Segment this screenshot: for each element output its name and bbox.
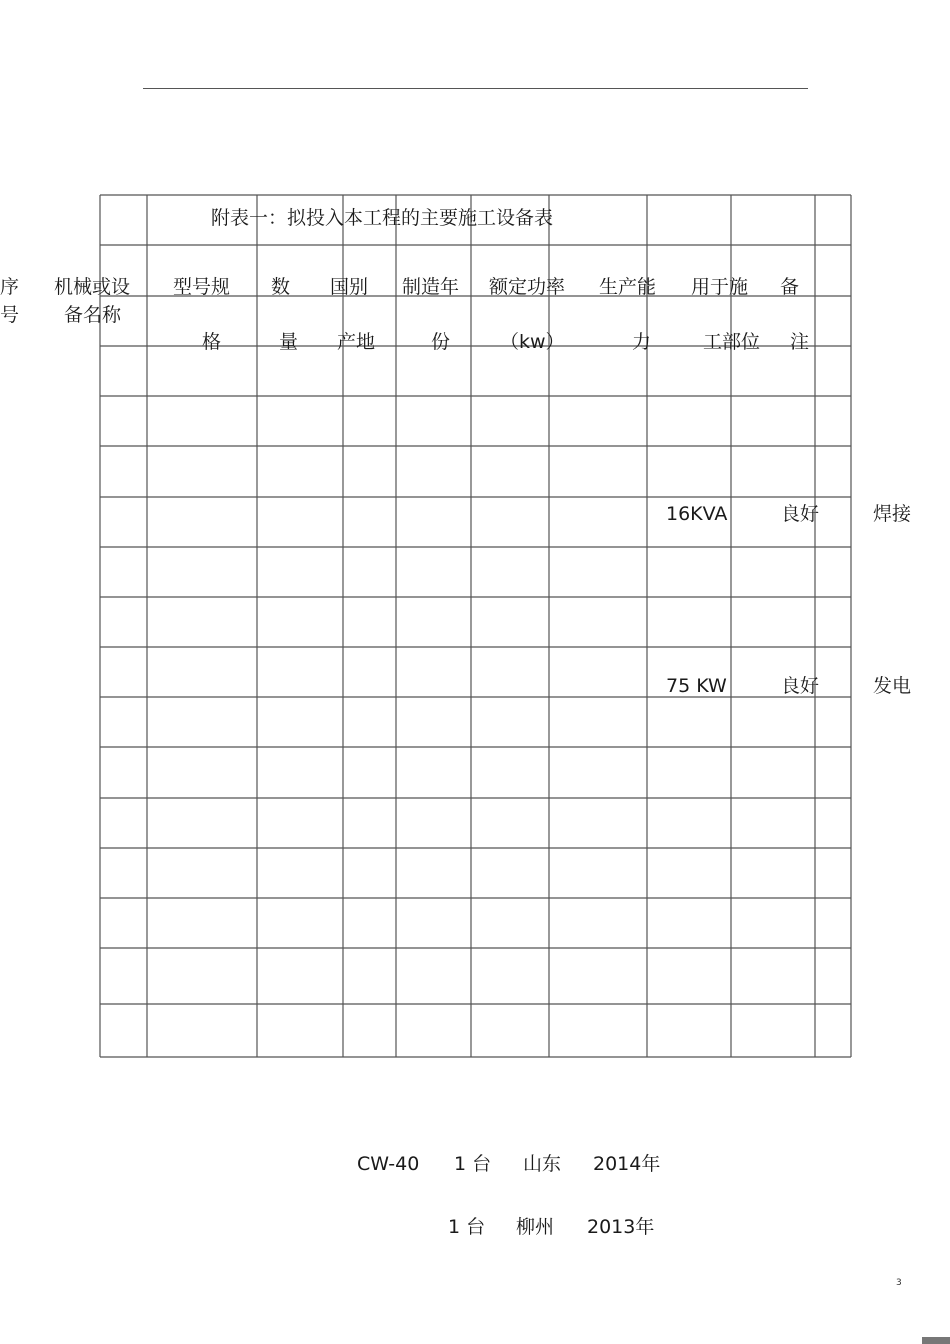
- overflow-1-origin: 山东: [523, 1153, 562, 1175]
- header-qty-line2: 量: [279, 331, 299, 353]
- header-power-line1: 额定功率: [489, 276, 566, 298]
- table-title: 附表一：拟投入本工程的主要施工设备表: [211, 207, 554, 229]
- row-a-condition: 良好: [781, 503, 820, 525]
- row-a-power: 16KVA: [666, 503, 728, 525]
- header-origin-line1: 国别: [330, 276, 369, 298]
- header-power-line2: （kw）: [500, 331, 565, 353]
- row-b-condition: 良好: [781, 675, 820, 697]
- header-remark-line1: 备: [780, 276, 800, 298]
- overflow-2-origin: 柳州: [516, 1216, 555, 1238]
- header-year-line2: 份: [431, 331, 451, 353]
- overflow-2-qty: 1 台: [448, 1216, 486, 1238]
- overflow-1-year: 2014年: [593, 1153, 661, 1175]
- overflow-1-model: CW-40: [357, 1153, 420, 1175]
- header-model-line2: 格: [202, 331, 222, 353]
- overflow-2-year: 2013年: [587, 1216, 655, 1238]
- page-number: 3: [896, 1278, 902, 1288]
- row-a-usage: 焊接: [873, 503, 912, 525]
- row-b-usage: 发电: [873, 675, 912, 697]
- header-remark-line2: 注: [790, 331, 810, 353]
- header-seq-line1: 序: [0, 276, 20, 298]
- header-model-line1: 型号规: [173, 276, 231, 298]
- header-capacity-line1: 生产能: [599, 276, 657, 298]
- header-name-line1: 机械或设: [54, 276, 131, 298]
- header-origin-line2: 产地: [337, 331, 376, 353]
- header-capacity-line2: 力: [632, 331, 652, 353]
- header-usage-line1: 用于施: [691, 276, 749, 298]
- corner-mark: [922, 1337, 950, 1344]
- header-seq-line2: 号: [0, 304, 20, 326]
- row-b-power: 75 KW: [666, 675, 727, 697]
- overflow-1-qty: 1 台: [454, 1153, 492, 1175]
- header-usage-line2: 工部位: [703, 331, 761, 353]
- header-year-line1: 制造年: [402, 276, 460, 298]
- header-qty-line1: 数: [271, 276, 291, 298]
- header-name-line2: 备名称: [64, 304, 122, 326]
